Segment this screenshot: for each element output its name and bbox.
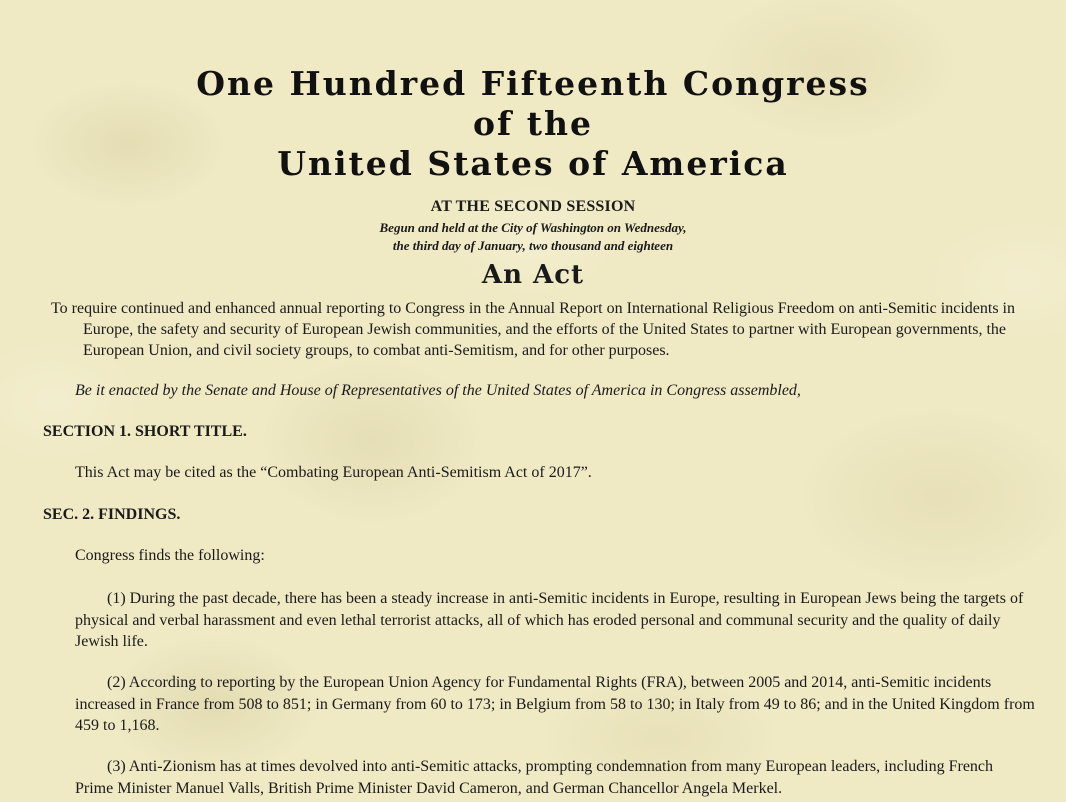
section1-text: This Act may be cited as the “Combating European Anti-Semitism Act of 2017”.: [75, 464, 592, 481]
finding-2: (2) According to reporting by the European Union Agency for Fundamental Rights (FRA), between 2005 and 2014, anti-Semitic incidents increased in France from 508 to 851; in Germany from 60 to 173; in Belgium from 58 to 130; in Italy from 49 to 86; and in the United Kingdom from 459 to 1,168.: [75, 674, 1035, 734]
congress-title-line1: One Hundred Fifteenth Congress: [196, 64, 870, 103]
enacting-clause: Be it enacted by the Senate and House of Representatives of the United States of America in Congress assembled,: [75, 382, 801, 399]
finding-3: (3) Anti-Zionism has at times devolved into anti-Semitic attacks, prompting condemnation from many European leaders, including French Prime Minister Manuel Valls, British Prime Minister David Cameron, and German Chancellor Angela Merkel.: [75, 758, 994, 797]
section1-heading: SECTION 1. SHORT TITLE.: [43, 423, 247, 440]
finding-1: (1) During the past decade, there has been a steady increase in anti-Semitic incidents in Europe, resulting in European Jews being the targets of physical and verbal harassment and even lethal terrorist attacks, all of which has eroded personal and communal security and the quality of daily Jewish life.: [75, 590, 1024, 650]
session-heading: AT THE SECOND SESSION: [430, 198, 636, 215]
begun-line2: the third day of January, two thousand and eighteen: [392, 238, 674, 253]
section2-heading: SEC. 2. FINDINGS.: [43, 506, 181, 523]
section2-intro: Congress finds the following:: [75, 547, 265, 564]
congress-title-line2: of the: [473, 104, 593, 143]
act-purpose: To require continued and enhanced annual reporting to Congress in the Annual Report on International Religious Freedom on anti-Semitic incidents in Europe, the safety and security of European Jewish communities, and the efforts of the United States to partner with European governments, the European Union, and civil society groups, to combat anti-Semitism, and for other purposes.: [51, 300, 1015, 359]
act-label: An Act: [481, 260, 585, 290]
congress-title-line3: United States of America: [277, 144, 789, 183]
begun-line1: Begun and held at the City of Washington on Wednesday,: [379, 220, 687, 235]
